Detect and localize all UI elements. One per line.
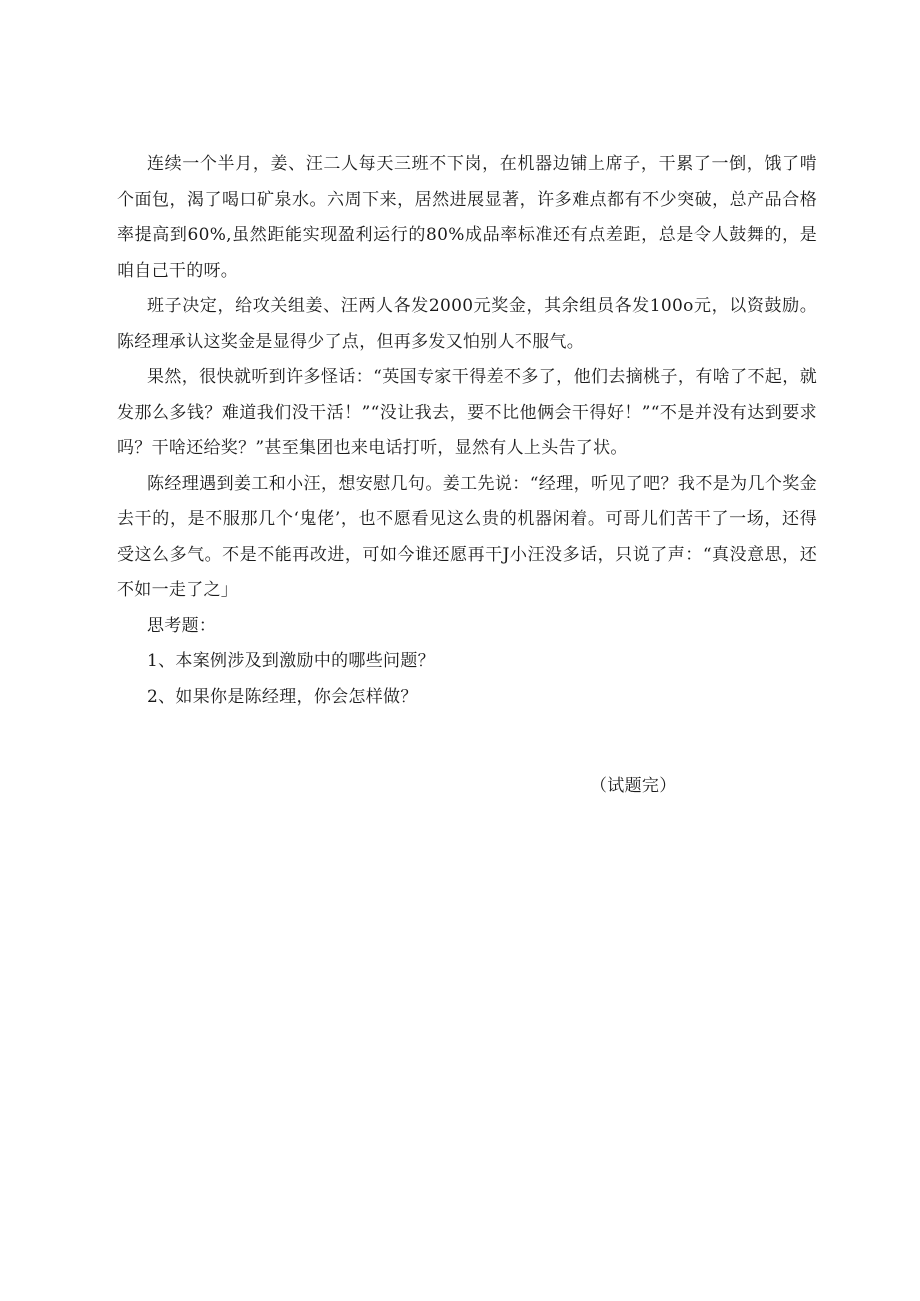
- paragraph-4: 陈经理遇到姜工和小汪，想安慰几句。姜工先说：“经理，听见了吧？我不是为几个奖金去干的，是不服那几个‘鬼佬’，也不愿看见这么贵的机器闲着。可哥儿们苦干了一场，还得受这么多气。不是不能再改进，可如今谁还愿再干J小汪没多话，只说了声：“真没意思，还不如一走了之」: [117, 473, 817, 600]
- questions-heading: 思考题：: [147, 615, 217, 636]
- paragraph-1: 连续一个半月，姜、汪二人每天三班不下岗，在机器边铺上席子，干累了一倒，饿了啃个面包，渴了喝口矿泉水。六周下来，居然进展显著，许多难点都有不少突破，总产品合格率提高到60%,虽然距能实现盈利运行的80%成品率标准还有点差距，总是令人鼓舞的，是咱自己干的呀。: [117, 154, 817, 281]
- question-list: [117, 644, 817, 715]
- question-item-1: 1、本案例涉及到激励中的哪些问题？: [147, 651, 435, 671]
- paragraph-2: 班子决定，给攻关组姜、汪两人各发2000元奖金，其余组员各发100o元，以资鼓励。陈经理承认这奖金是显得少了点，但再多发又怕别人不服气。: [117, 296, 817, 352]
- case-body: [117, 147, 817, 715]
- paragraph-3: 果然，很快就听到许多怪话：“英国专家干得差不多了，他们去摘桃子，有啥了不起，就发那么多钱？难道我们没干活！”“没让我去，要不比他俩会干得好！”“不是并没有达到要求吗？干啥还给奖？”甚至集团也来电话打听，显然有人上头告了状。: [117, 367, 817, 458]
- end-of-exam-mark: （试题完）: [590, 776, 677, 796]
- question-item-2: 2、如果你是陈经理，你会怎样做？: [147, 686, 418, 707]
